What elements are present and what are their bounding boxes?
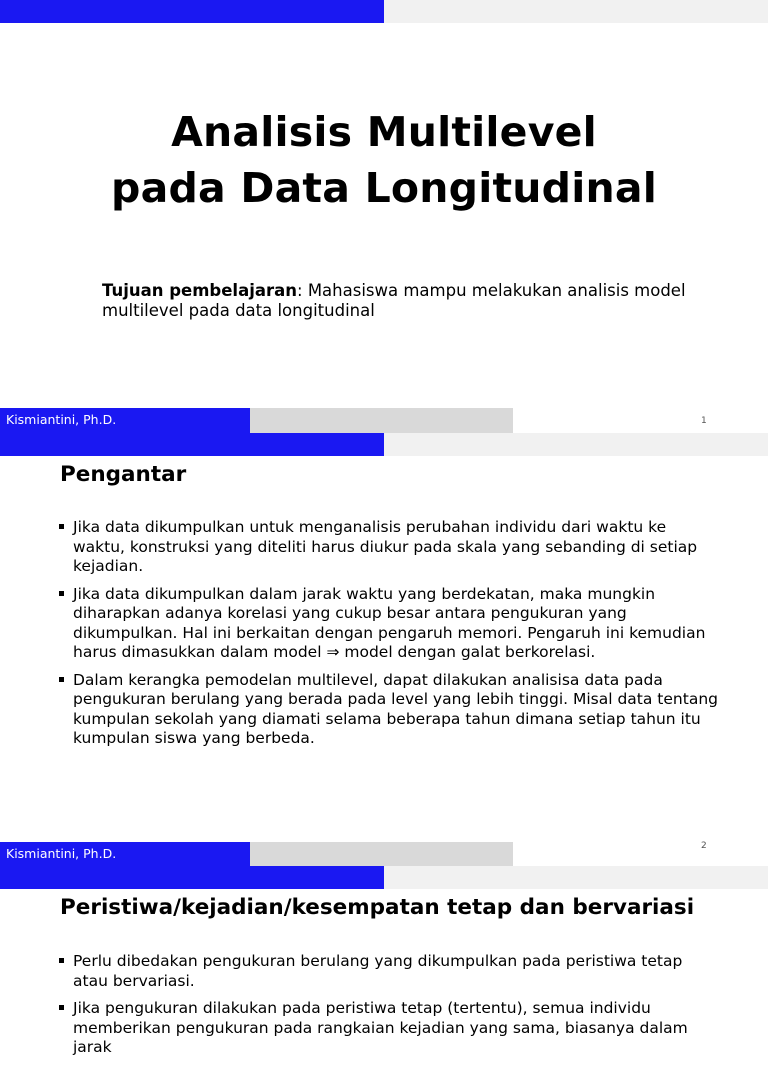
header-bar-gray [384, 0, 768, 23]
page-number: 1 [701, 416, 707, 426]
bullet-text: Dalam kerangka pemodelan multilevel, dapat dilakukan analisisa data pada pengukuran berulang yang berada pada level yang lebih tinggi. Misal data tentang kumpulan sekolah yang diamati selama beberapa tahun dimana setiap tahun itu kumpulan siswa yang berbeda. [73, 670, 718, 747]
bullet-square-icon [59, 1005, 64, 1010]
header-bar-gray [384, 866, 768, 889]
bullet-text: Jika pengukuran dilakukan pada peristiwa tetap (tertentu), semua individu memberikan pengukuran pada rangkaian kejadian yang sama, biasanya dalam jarak [73, 999, 688, 1056]
bullet-square-icon [59, 958, 64, 963]
footer-author: Kismiantini, Ph.D. [6, 412, 117, 427]
slide-heading: Peristiwa/kejadian/kesempatan tetap dan bervariasi [60, 895, 695, 920]
footer-bar-gray [250, 842, 513, 867]
footer [0, 408, 768, 433]
objective-text: : Mahasiswa mampu melakukan analisis model multilevel pada data longitudinal [102, 281, 686, 320]
page-number: 2 [701, 841, 707, 851]
bullet-text: Jika data dikumpulkan untuk menganalisis perubahan individu dari waktu ke waktu, konstruksi yang diteliti harus diukur pada skala yang sebanding di setiap kejadian. [73, 518, 698, 575]
slide-heading: Pengantar [60, 462, 187, 487]
footer-author: Kismiantini, Ph.D. [6, 846, 117, 861]
slide-title [0, 0, 768, 433]
footer-bar-accent [0, 842, 250, 867]
header-bar-accent [0, 866, 384, 889]
bullet-square-icon [59, 591, 64, 596]
header-bar-accent [0, 433, 384, 456]
bullet-list [58, 518, 718, 757]
bullet-square-icon [59, 677, 64, 682]
footer-bar-accent [0, 408, 250, 433]
list-item [58, 999, 718, 1058]
header-bar-gray [384, 433, 768, 456]
footer-bar-gray [250, 408, 513, 433]
bullet-square-icon [59, 524, 64, 529]
bullet-text: Jika data dikumpulkan dalam jarak waktu yang berdekatan, maka mungkin diharapkan adanya korelasi yang cukup besar antara pengukuran yang dikumpulkan. Hal ini berkaitan dengan pengaruh memori. Pengaruh ini kemudian harus dimasukkan dalam model ⇒ model dengan galat berkorelasi. [73, 584, 706, 661]
list-item [58, 671, 718, 749]
slide-peristiwa [0, 866, 768, 1056]
presentation-title [0, 104, 768, 216]
slide-pengantar [0, 433, 768, 866]
bullet-list [58, 952, 718, 1066]
objective-label: Tujuan pembelajaran [102, 281, 298, 300]
list-item [58, 952, 718, 991]
title-line-1: Analisis Multilevel [171, 108, 597, 156]
header-bar-accent [0, 0, 384, 23]
learning-objective [102, 281, 692, 321]
title-line-2: pada Data Longitudinal [111, 164, 657, 212]
list-item [58, 518, 718, 577]
list-item [58, 585, 718, 663]
bullet-text: Perlu dibedakan pengukuran berulang yang dikumpulkan pada peristiwa tetap atau bervariasi. [73, 952, 683, 990]
footer [0, 842, 768, 867]
